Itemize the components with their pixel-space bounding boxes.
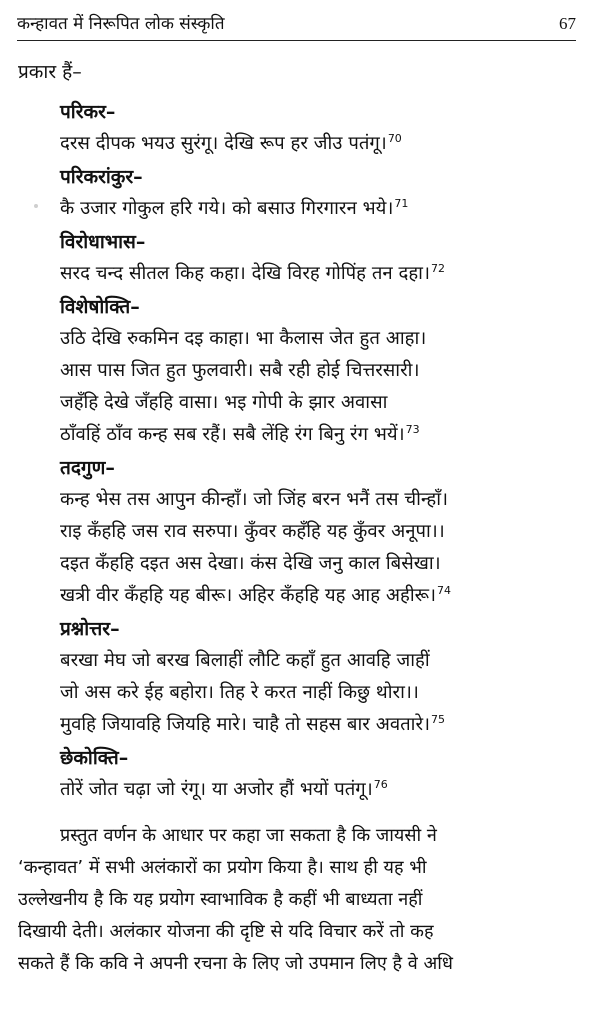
- footnote-ref: 70: [387, 132, 402, 145]
- closing-paragraph: [18, 820, 583, 980]
- section-heading: विशेषोक्ति–: [60, 296, 140, 318]
- verse-text: सरद चन्द सीतल किह कहा। देखि विरह गोपिंह तन दहा।: [60, 263, 430, 284]
- footnote-ref: 76: [373, 778, 388, 791]
- verse-line: [60, 387, 580, 419]
- verse-line: [60, 128, 580, 162]
- section-heading: परिकर–: [60, 101, 116, 123]
- section-heading: परिकरांकुर–: [60, 166, 143, 188]
- paragraph-line: सकते हैं कि कवि ने अपनी रचना के लिए जो उपमान लिए है वे अधि: [18, 953, 453, 974]
- verse-text: जहँहि देखे जँहहि वासा। भइ गोपी के झार अवासा: [60, 392, 388, 413]
- verse-text: दरस दीपक भयउ सुरंगू। देखि रूप हर जीउ पतंगू।: [60, 133, 387, 154]
- chapter-title: कन्हावत में निरूपित लोक संस्कृति: [17, 14, 225, 34]
- verse-text: जो अस करे ईह बहोरा। तिह रे करत नाहीं किछु थोरा।।: [60, 682, 419, 703]
- footnote-ref: 74: [437, 584, 452, 597]
- verse-text: उठि देखि रुकमिन दइ काहा। भा कैलास जेत हुत आहा।: [60, 328, 427, 349]
- verse-text: कन्ह भेस तस आपुन कीन्हाँ। जो जिंह बरन भनैं तस चीन्हाँ।: [60, 489, 449, 510]
- verse-line: [60, 516, 580, 548]
- verse-line: [60, 548, 580, 580]
- section-heading: विरोधाभास–: [60, 231, 146, 253]
- section-heading: तदगुण–: [60, 457, 115, 479]
- section-heading: छेकोक्ति–: [60, 747, 129, 769]
- paragraph-line: दिखायी देती। अलंकार योजना की दृष्टि से यदि विचार करें तो कह: [18, 921, 434, 942]
- paragraph-line: प्रस्तुत वर्णन के आधार पर कहा जा सकता है कि जायसी ने: [60, 825, 437, 846]
- verse-text: राइ कँहहि जस राव सरुपा। कुँवर कहँहि यह कुँवर अनूपा।।: [60, 521, 445, 542]
- verse-line: [60, 484, 580, 516]
- paragraph-line: उल्लेखनीय है कि यह प्रयोग स्वाभाविक है कहीं भी बाध्यता नहीं: [18, 889, 423, 910]
- verse-line: [60, 193, 580, 227]
- verse-line: [60, 774, 580, 808]
- verse-text: आस पास जित हुत फुलवारी। सबै रही होई चित्तरसारी।: [60, 360, 420, 381]
- verse-text: कै उजार गोकुल हरि गये। को बसाउ गिरगारन भये।: [60, 198, 394, 219]
- footnote-ref: 75: [431, 713, 446, 726]
- footnote-ref: 73: [405, 423, 420, 436]
- footnote-ref: 72: [430, 262, 445, 275]
- footnote-ref: 71: [394, 197, 409, 210]
- verse-line: [60, 645, 580, 677]
- verse-text: बरखा मेघ जो बरख बिलाहीं लौटि कहाँ हुत आवहि जाहीं: [60, 650, 430, 671]
- verse-line: [60, 580, 580, 614]
- verse-text: दइत कँहहि दइत अस देखा। कंस देखि जनु काल बिसेखा।: [60, 553, 441, 574]
- section-heading: प्रश्नोत्तर–: [60, 618, 120, 640]
- paragraph-line: ‘कन्हावत’ में सभी अलंकारों का प्रयोग किया है। साथ ही यह भी: [18, 857, 427, 878]
- verse-text: खत्री वीर कँहहि यह बीरू। अहिर कँहहि यह आह अहीरू।: [60, 585, 437, 606]
- intro-text: प्रकार हैं–: [18, 61, 82, 83]
- verse-line: [60, 258, 580, 292]
- verse-line: [60, 323, 580, 355]
- verse-line: [60, 709, 580, 743]
- verse-text: मुवहि जियावहि जियहि मारे। चाहै तो सहस बार अवतारे।: [60, 714, 431, 735]
- verse-line: [60, 355, 580, 387]
- scan-speck: [34, 204, 38, 208]
- verse-text: ठाँवहिं ठाँव कन्ह सब रहैं। सबै लेंहि रंग बिनु रंग भयें।: [60, 424, 405, 445]
- verse-line: [60, 419, 580, 453]
- running-header: [17, 8, 576, 41]
- verse-text: तोरें जोत चढ़ा जो रंगू। या अजोर हौं भयों पतंगू।: [60, 779, 373, 800]
- verse-line: [60, 677, 580, 709]
- alankar-examples: [60, 97, 580, 808]
- page-number: 67: [559, 14, 576, 33]
